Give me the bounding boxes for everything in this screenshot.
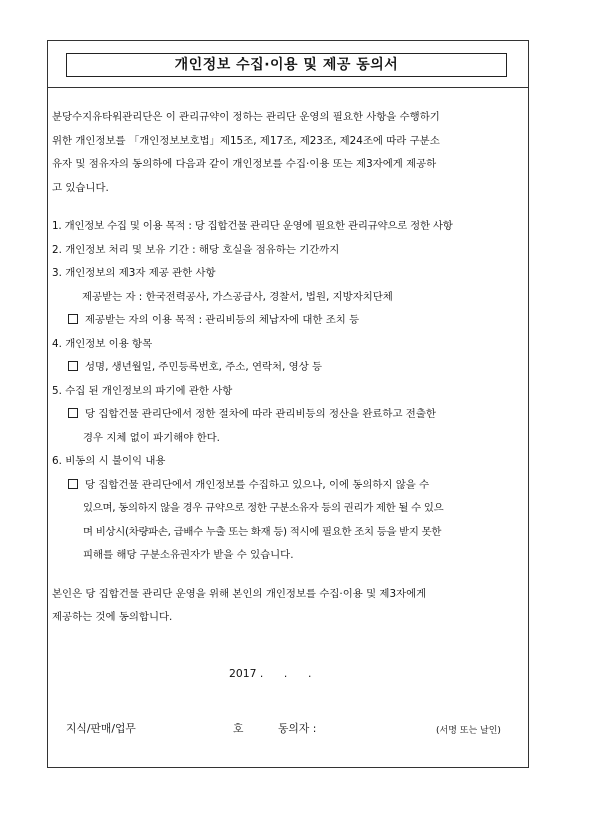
item-3-purpose (52, 309, 522, 333)
item-5-detail (52, 403, 522, 427)
date-field[interactable]: 2017 . . . (229, 667, 312, 680)
signature-note: (서명 또는 날인) (436, 726, 501, 736)
item-1: 1. 개인정보 수집 및 이용 목적 : 당 집합건물 관리단 운영에 필요한 관리규약으로 정한 사항 (52, 220, 453, 232)
checkbox-icon (68, 361, 78, 371)
unit-type-label: 지식/판매/업무 (66, 722, 136, 735)
intro-line: 위한 개인정보를 「개인정보보호법」제15조, 제17조, 제23조, 제24조에 따라 구분소 (52, 134, 440, 147)
item-4-fields (52, 356, 522, 380)
intro-line: 고 있습니다. (52, 181, 109, 194)
ho-label: 호 (233, 722, 244, 735)
item-6-detail (52, 474, 522, 498)
checkbox-icon (68, 314, 78, 324)
consent-line: 본인은 당 집합건물 관리단 운영을 위해 본인의 개인정보를 수집·이용 및 제3자에게 (52, 587, 427, 600)
item-6: 6. 비동의 시 불이익 내용 (52, 455, 166, 467)
item-3-purpose-text: 제공받는 자의 이용 목적 : 관리비등의 체납자에 대한 조치 등 (85, 314, 360, 326)
intro-paragraph (52, 106, 522, 200)
item-2: 2. 개인정보 처리 및 보유 기간 : 해당 호실을 점유하는 기간까지 (52, 243, 340, 256)
item-6-detail-text: 당 집합건물 관리단에서 개인정보를 수집하고 있으나, 이에 동의하지 않을 수 (85, 478, 430, 491)
item-3-recipients: 제공받는 자 : 한국전력공사, 가스공급사, 경찰서, 법원, 지방자치단체 (82, 290, 393, 303)
item-5-detail-cont: 경우 지체 없이 파기해야 한다. (83, 431, 220, 444)
consenter-label: 동의자 : (278, 722, 317, 735)
document-body (52, 106, 522, 630)
item-6-detail-cont: 있으며, 동의하지 않을 경우 규약으로 정한 구분소유자 등의 권리가 제한 될 수 있으 (83, 502, 444, 514)
item-4: 4. 개인정보 이용 항목 (52, 337, 153, 350)
intro-line: 분당수지유타워관리단은 이 관리규약이 정하는 관리단 운영의 필요한 사항을 수행하기 (52, 111, 440, 123)
item-5: 5. 수집 된 개인정보의 파기에 관한 사항 (52, 384, 233, 397)
checkbox-icon (68, 479, 78, 489)
item-4-fields-text: 성명, 생년월일, 주민등록번호, 주소, 연락처, 영상 등 (85, 361, 323, 373)
item-6-detail-cont: 며 비상시(차량파손, 급배수 누출 또는 화재 등) 적시에 필요한 조치 등을 받지 못한 (83, 525, 442, 538)
item-6-detail-cont: 피해를 해당 구분소유권자가 받을 수 있습니다. (83, 549, 294, 561)
intro-line: 유자 및 점유자의 동의하에 다음과 같이 개인정보를 수집·이용 또는 제3자에게 제공하 (52, 158, 437, 170)
checkbox-icon (68, 408, 78, 418)
consent-paragraph (52, 583, 522, 630)
item-5-detail-text: 당 집합건물 관리단에서 정한 절차에 따라 관리비등의 정산을 완료하고 전출한 (85, 408, 436, 420)
consent-line: 제공하는 것에 동의합니다. (52, 611, 173, 623)
item-3: 3. 개인정보의 제3자 제공 관한 사항 (52, 267, 216, 279)
document-title: 개인정보 수집·이용 및 제공 동의서 (66, 53, 507, 77)
title-divider (48, 87, 528, 88)
